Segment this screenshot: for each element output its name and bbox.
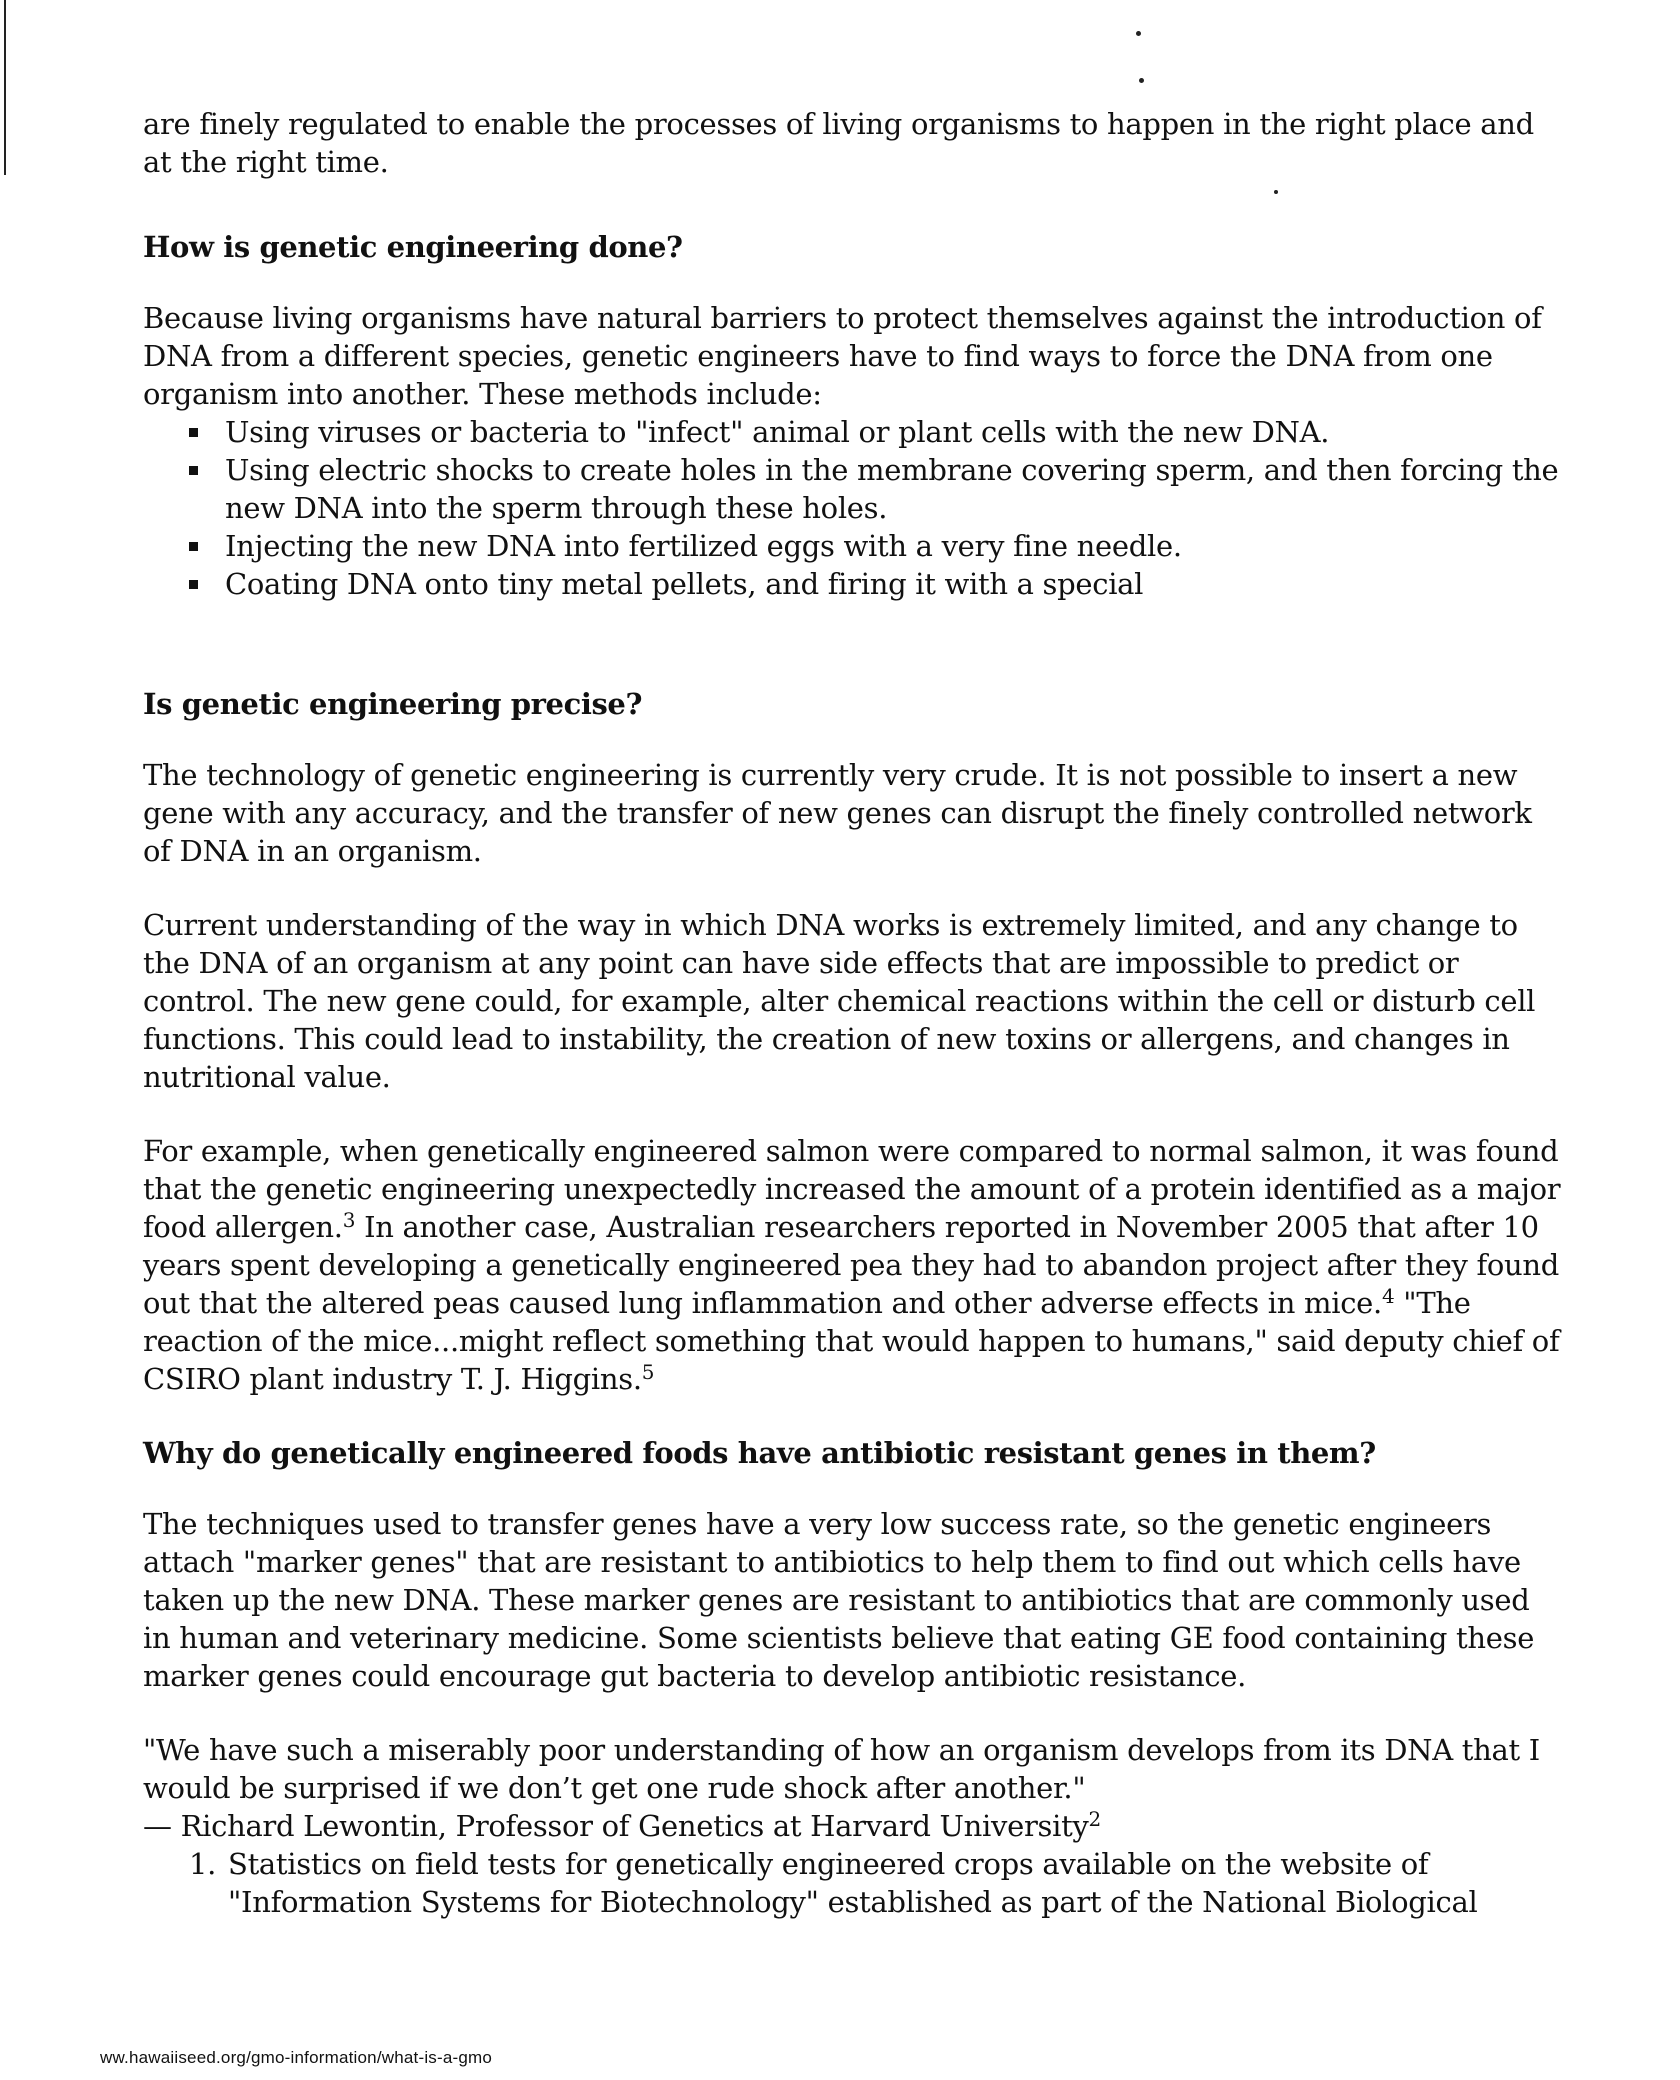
heading-how-genetic-engineering-done: How is genetic engineering done? (143, 230, 683, 264)
square-bullet-icon (189, 542, 198, 551)
precision-paragraph-3 (143, 1132, 1563, 1398)
list-item (225, 413, 1563, 451)
footnote-marker: 3 (342, 1208, 356, 1232)
heading-is-genetic-engineering-precise: Is genetic engineering precise? (143, 687, 643, 721)
heading-antibiotic-resistant-genes: Why do genetically engineered foods have antibiotic resistant genes in them? (143, 1436, 1376, 1470)
opening-paragraph: are finely regulated to enable the processes of living organisms to happen in the right place and at the right time. (143, 107, 1534, 179)
footnote-marker: 5 (641, 1360, 655, 1384)
reference-item (189, 1845, 1563, 1921)
lewontin-quote: "We have such a miserably poor understanding of how an organism develops from its DNA that I would be surprised if we don’t get one rude shock after another." (143, 1733, 1540, 1805)
quote-attribution (143, 1807, 1563, 1845)
attribution-text: — Richard Lewontin, Professor of Genetics at Harvard University (143, 1809, 1089, 1843)
method-text: Injecting the new DNA into fertilized eggs with a very fine needle. (225, 529, 1182, 563)
square-bullet-icon (189, 466, 198, 475)
reference-number: 1. (189, 1847, 217, 1881)
scan-speck (1136, 31, 1141, 36)
methods-intro-paragraph: Because living organisms have natural barriers to protect themselves against the introduction of DNA from a different species, genetic engineers have to find ways to force the DNA from one organism into another. These methods include: (143, 301, 1542, 411)
precision-paragraph-2: Current understanding of the way in which DNA works is extremely limited, and any change to the DNA of an organism at any point can have side effects that are impossible to predict or control. The new gene could, for example, alter chemical reactions within the cell or disturb cell functions. This could lead to instability, the creation of new toxins or allergens, and changes in nutritional value. (143, 908, 1536, 1094)
scan-edge-line (4, 0, 6, 175)
list-item (225, 565, 1563, 603)
precision-paragraph-1: The technology of genetic engineering is currently very crude. It is not possible to insert a new gene with any accuracy, and the transfer of new genes can disrupt the finely controlled network of DNA in an organism. (143, 758, 1532, 868)
reference-text: Statistics on field tests for genetically engineered crops available on the website of "Information Systems for Biotechnology" established as part of the National Biological (228, 1847, 1478, 1919)
list-item (225, 527, 1563, 565)
footnote-marker: 4 (1381, 1284, 1395, 1308)
references-list (143, 1845, 1563, 1921)
square-bullet-icon (189, 580, 198, 589)
footer-source-url: ww.hawaiiseed.org/gmo-information/what-is-a-gmo (100, 2048, 493, 2067)
method-text: Using electric shocks to create holes in the membrane covering sperm, and then forcing the new DNA into the sperm through these holes. (225, 453, 1559, 525)
method-text: Coating DNA onto tiny metal pellets, and firing it with a special (225, 567, 1144, 601)
antibiotic-paragraph: The techniques used to transfer genes have a very low success rate, so the genetic engineers attach "marker genes" that are resistant to antibiotics to help them to find out which cells have taken up the new DNA. These marker genes are resistant to antibiotics that are commonly used in human and veterinary medicine. Some scientists believe that eating GE food containing these marker genes could encourage gut bacteria to develop antibiotic resistance. (143, 1507, 1535, 1693)
paragraph-text: For example, when genetically engineered salmon were compared to normal salmon, it was found that the genetic engineering unexpectedly increased the amount of a protein identified as a major food allergen. (143, 1134, 1561, 1244)
method-text: Using viruses or bacteria to "infect" animal or plant cells with the new DNA. (225, 415, 1330, 449)
footnote-marker: 2 (1088, 1807, 1101, 1831)
scan-speck (1139, 78, 1144, 83)
square-bullet-icon (189, 428, 198, 437)
paragraph-text: "The reaction of the mice...might reflect something that would happen to humans," said deputy chief of CSIRO plant industry T. J. Higgins. (143, 1286, 1560, 1396)
methods-list (143, 413, 1563, 603)
list-item (225, 451, 1563, 527)
document-body (143, 105, 1563, 1921)
paragraph-text: In another case, Australian researchers reported in November 2005 that after 10 years spent developing a genetically engineered pea they had to abandon project after they found out that the altered peas caused lung inflammation and other adverse effects in mice. (143, 1210, 1560, 1320)
